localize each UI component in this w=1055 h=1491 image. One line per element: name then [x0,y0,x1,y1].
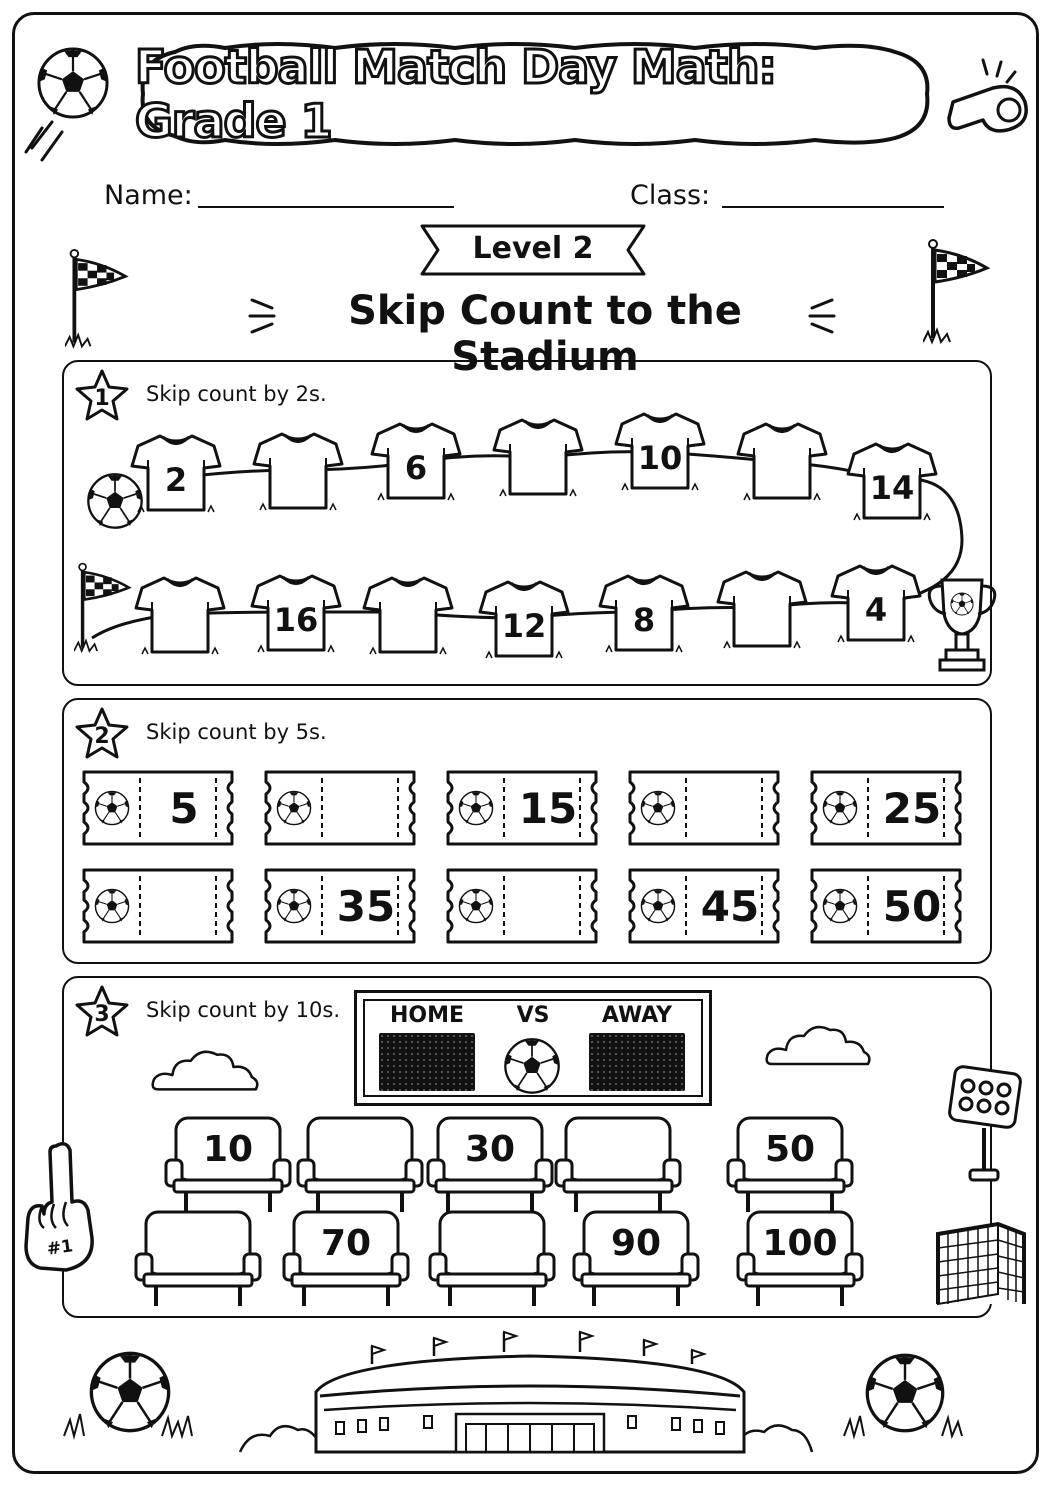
foam-finger-label: #1 [45,1236,75,1260]
ticket-number: 45 [700,881,760,931]
jersey-number: 8 [632,601,656,639]
jersey-number [362,588,454,656]
ticket-15[interactable] [442,768,602,848]
seat-number [426,1214,558,1272]
stadium-seat-blank[interactable] [294,1116,426,1214]
jersey-number: 4 [864,591,888,629]
question-number-text: 1 [94,385,110,411]
seat-number [552,1120,684,1178]
stadium-seat-blank[interactable] [552,1116,684,1214]
grass-icon [842,1404,972,1438]
ticket-50[interactable] [806,866,966,946]
jersey-number [716,582,808,650]
jersey-number: 10 [637,439,683,477]
question-number-2 [74,706,130,762]
jersey-number: 16 [273,601,319,639]
stadium-icon [240,1326,820,1456]
instruction-skip-5s: Skip count by 5s. [146,720,327,744]
jersey-number [492,430,584,498]
jersey-6[interactable] [370,420,462,502]
scoreboard-home-label: HOME [389,1003,465,1028]
jersey-number [252,444,344,512]
trophy-icon [924,574,1000,676]
seat-number: 100 [762,1222,838,1264]
ticket-blank[interactable] [260,768,420,848]
ticket-number: 5 [169,783,199,833]
question-number-text: 2 [94,723,110,749]
question-number-text: 3 [94,1001,110,1027]
jersey-blank[interactable] [134,574,226,656]
jersey-blank[interactable] [736,420,828,502]
seat-number: 30 [464,1128,516,1170]
scoreboard-vs-label: VS [516,1003,550,1028]
jersey-number [134,588,226,656]
seat-number [294,1120,426,1178]
stadium-seat-50[interactable] [724,1116,856,1214]
jersey-14[interactable] [846,440,938,522]
seat-number: 50 [764,1128,816,1170]
jersey-12[interactable] [478,578,570,660]
scoreboard-away-label: AWAY [601,1003,673,1028]
floodlight-icon [948,1066,1024,1184]
stadium-seat-blank[interactable] [426,1210,558,1308]
ticket-35[interactable] [260,866,420,946]
stadium-seat-30[interactable] [424,1116,556,1214]
question-number-3 [74,984,130,1040]
start-flag-icon [74,556,134,662]
jersey-8[interactable] [598,572,690,654]
ticket-number: 25 [882,783,942,833]
ticket-45[interactable] [624,866,784,946]
subtitle: Skip Count to the Stadium [348,288,742,380]
away-score-panel [589,1033,685,1091]
level-label: Level 2 [472,230,594,266]
jersey-number: 6 [404,449,428,487]
jersey-16[interactable] [250,572,342,654]
ticket-number: 50 [882,881,942,931]
stadium-seat-100[interactable] [734,1210,866,1308]
soccer-ball-icon [503,1037,561,1095]
foam-finger-icon [22,1138,98,1274]
ticket-number [506,866,590,946]
ticket-blank[interactable] [624,768,784,848]
jersey-4[interactable] [830,562,922,644]
jersey-number: 14 [869,469,915,507]
stadium-seat-90[interactable] [570,1210,702,1308]
cloud-icon [150,1044,262,1094]
ticket-number: 35 [336,881,396,931]
jersey-blank[interactable] [716,568,808,650]
jersey-10[interactable] [614,410,706,492]
cloud-icon [764,1020,874,1068]
jersey-blank[interactable] [362,574,454,656]
jersey-blank[interactable] [492,416,584,498]
seat-number: 10 [202,1128,254,1170]
ticket-blank[interactable] [78,866,238,946]
seat-number: 70 [320,1222,372,1264]
stadium-seat-70[interactable] [280,1210,412,1308]
ticket-number [688,768,772,848]
ticket-5[interactable] [78,768,238,848]
grass-icon [62,1404,202,1438]
jersey-number: 12 [501,607,547,645]
scoreboard [354,990,712,1106]
ticket-number [142,866,226,946]
jersey-number: 2 [164,461,188,499]
name-label: Name: [104,180,193,211]
jersey-2[interactable] [130,432,222,514]
stadium-seat-10[interactable] [162,1116,294,1214]
jersey-blank[interactable] [252,430,344,512]
seat-number [132,1214,264,1272]
ticket-blank[interactable] [442,866,602,946]
ticket-25[interactable] [806,768,966,848]
home-score-panel [379,1033,475,1091]
ticket-number [324,768,408,848]
jersey-number [736,434,828,502]
goal-net-icon [928,1220,1028,1308]
ticket-number: 15 [518,783,578,833]
seat-number: 90 [610,1222,662,1264]
instruction-skip-10s: Skip count by 10s. [146,998,341,1022]
stadium-seat-blank[interactable] [132,1210,264,1308]
page-title: Football Match Day Math: Grade 1 [135,40,776,148]
instruction-skip-2s: Skip count by 2s. [146,382,327,406]
class-label: Class: [630,180,711,211]
